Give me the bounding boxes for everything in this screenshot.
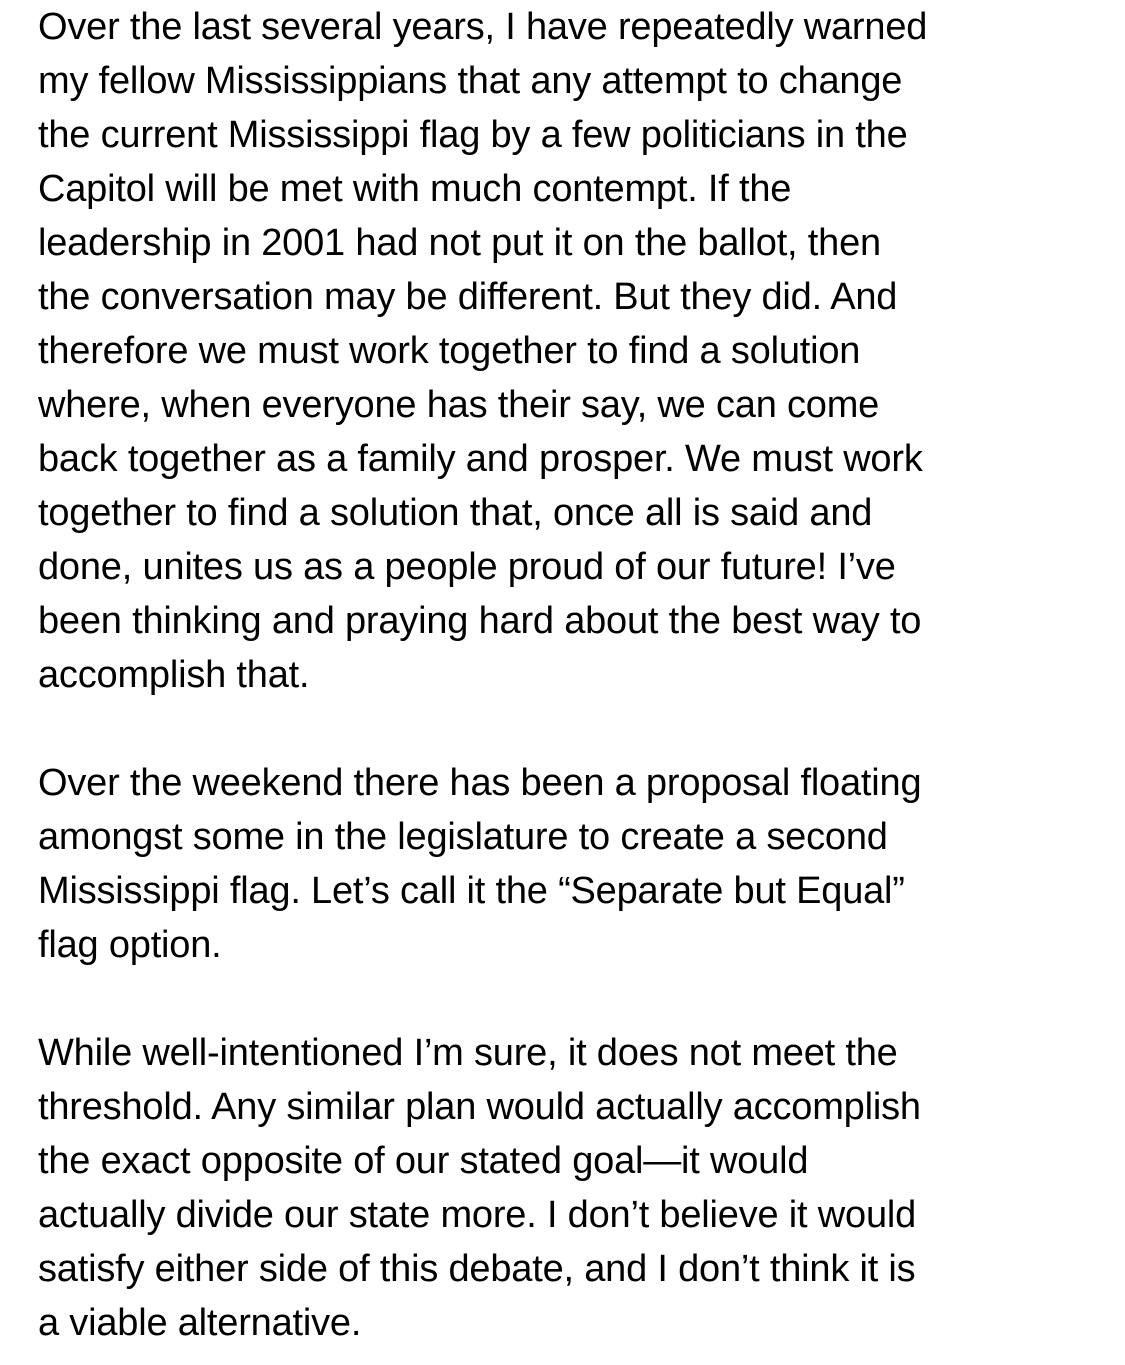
text-line: accomplish that. xyxy=(38,654,310,696)
text-line: a viable alternative. xyxy=(38,1302,362,1344)
text-line: the exact opposite of our stated goal—it would xyxy=(38,1140,809,1182)
paragraph-1 xyxy=(38,0,1108,702)
text-line: back together as a family and prosper. We must work xyxy=(38,438,923,480)
text-line: threshold. Any similar plan would actually accomplish xyxy=(38,1086,921,1128)
text-line: my fellow Mississippians that any attempt to change xyxy=(38,60,903,102)
text-line: Capitol will be met with much contempt. If the xyxy=(38,168,792,210)
text-line: therefore we must work together to find a solution xyxy=(38,330,861,372)
text-line: been thinking and praying hard about the best way to xyxy=(38,600,922,642)
text-line: Over the last several years, I have repeatedly warned xyxy=(38,6,928,48)
text-line: satisfy either side of this debate, and I don’t think it is xyxy=(38,1248,916,1290)
paragraph-2 xyxy=(38,756,1108,972)
text-line: done, unites us as a people proud of our future! I’ve xyxy=(38,546,896,588)
text-line: flag option. xyxy=(38,924,222,966)
text-line: the conversation may be different. But they did. And xyxy=(38,276,898,318)
paragraph-spacer xyxy=(38,702,1108,756)
text-line: Mississippi flag. Let’s call it the “Separate but Equal” xyxy=(38,870,905,912)
text-line: amongst some in the legislature to create a second xyxy=(38,816,888,858)
paragraph-spacer xyxy=(38,972,1108,1026)
paragraph-3 xyxy=(38,1026,1108,1350)
text-line: together to find a solution that, once all is said and xyxy=(38,492,873,534)
text-line: the current Mississippi flag by a few politicians in the xyxy=(38,114,908,156)
text-line: actually divide our state more. I don’t believe it would xyxy=(38,1194,917,1236)
document-body xyxy=(38,0,1108,1350)
text-line: where, when everyone has their say, we can come xyxy=(38,384,880,426)
text-line: leadership in 2001 had not put it on the ballot, then xyxy=(38,222,881,264)
text-line: While well-intentioned I’m sure, it does not meet the xyxy=(38,1032,898,1074)
text-line: Over the weekend there has been a proposal floating xyxy=(38,762,922,804)
